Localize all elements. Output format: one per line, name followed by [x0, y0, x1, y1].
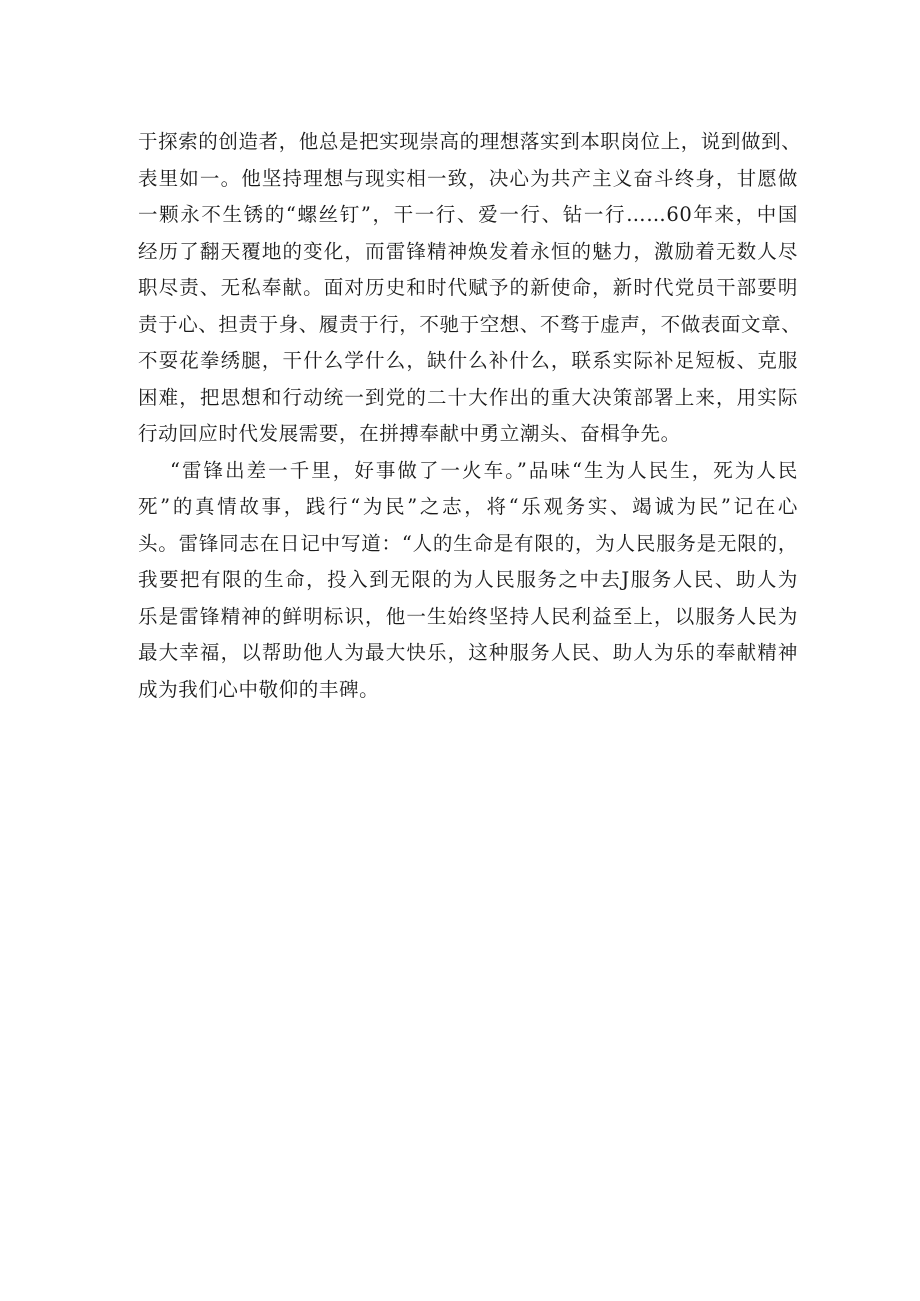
paragraph-1-line-6: 责于心、担责于身、履责于行，不驰于空想、不骛于虚声，不做表面文章、 [138, 312, 802, 336]
paragraph-1-line-4: 经历了翻天覆地的变化，而雷锋精神焕发着永恒的魅力，激励着无数人尽 [138, 239, 798, 263]
paragraph-1-line-3: 一颗永不生锈的“螺丝钉”，干一行、爱一行、钻一行……60年来，中国 [138, 203, 798, 226]
paragraph-1-line-1: 于探索的创造者，他总是把实现崇高的理想落实到本职岗位上，说到做到、 [138, 130, 802, 153]
paragraph-2-line-5: 乐是雷锋精神的鲜明标识，他一生始终坚持人民利益至上，以服务人民为 [138, 604, 798, 628]
paragraph-2-line-6: 最大幸福，以帮助他人为最大快乐，这种服务人民、助人为乐的奉献精神 [138, 641, 798, 664]
paragraph-1-line-5: 职尽责、无私奉献。面对历史和时代赋予的新使命，新时代党员干部要明 [138, 276, 798, 299]
paragraph-1-line-2: 表里如一。他坚持理想与现实相一致，决心为共产主义奋斗终身，甘愿做 [138, 166, 798, 190]
paragraph-2-line-3: 头。雷锋同志在日记中写道：“人的生命是有限的，为人民服务是无限的， [138, 531, 798, 555]
paragraph-2-line-2: 死”的真情故事，践行“为民”之志，将“乐观务实、竭诚为民”记在心 [138, 495, 798, 518]
paragraph-1-line-8: 困难，把思想和行动统一到党的二十大作出的重大决策部署上来，用实际 [138, 385, 798, 409]
paragraph-2-line-4: 我要把有限的生命，投入到无限的为人民服务之中去J服务人民、助人为 [138, 568, 798, 591]
document-body [138, 124, 802, 708]
paragraph-1-line-9: 行动回应时代发展需要，在拼搏奉献中勇立潮头、奋楫争先。 [138, 422, 681, 445]
paragraph-2-line-1: “雷锋出差一千里，好事做了一火车。”品味“生为人民生，死为人民 [170, 458, 798, 482]
paragraph-1-line-7: 不耍花拳绣腿，干什么学什么，缺什么补什么，联系实际补足短板、克服 [138, 349, 798, 372]
paragraph-2-line-7: 成为我们心中敬仰的丰碑。 [138, 677, 380, 701]
